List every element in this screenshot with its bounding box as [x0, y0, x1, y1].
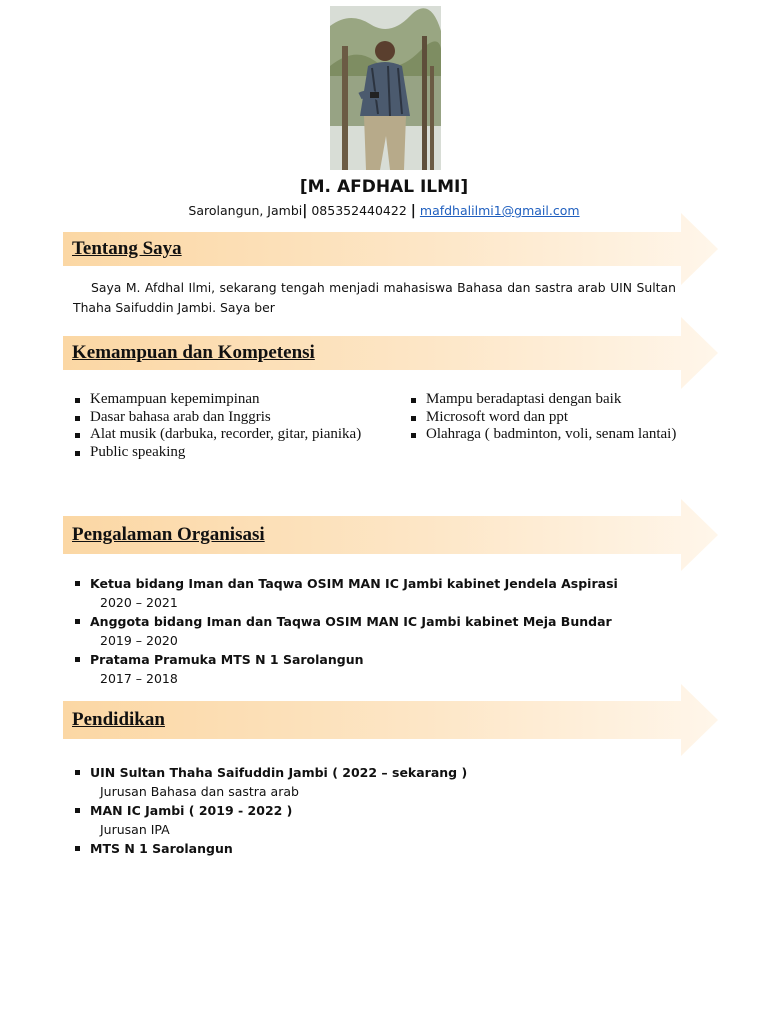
section-header-skills	[63, 317, 718, 389]
candidate-name: [M. AFDHAL ILMI]	[299, 177, 469, 197]
list-item	[73, 612, 693, 650]
list-item	[73, 763, 693, 801]
education-school: MTS N 1 Sarolangun	[90, 841, 233, 856]
section-title-skills: Kemampuan dan Kompetensi	[72, 342, 315, 363]
separator: |	[302, 203, 308, 219]
education-school: UIN Sultan Thaha Saifuddin Jambi ( 2022 – sekarang )	[90, 765, 468, 780]
list-item: Mampu beradaptasi dengan baik	[409, 391, 676, 409]
experience-role: Pratama Pramuka MTS N 1 Sarolangun	[90, 652, 364, 667]
list-item: Alat musik (darbuka, recorder, gitar, pianika)	[73, 426, 361, 444]
experience-period: 2019 – 2020	[100, 633, 178, 648]
list-item: Kemampuan kepemimpinan	[73, 391, 361, 409]
list-item	[73, 839, 693, 858]
section-title-about: Tentang Saya	[72, 238, 182, 259]
experience-role: Ketua bidang Iman dan Taqwa OSIM MAN IC Jambi kabinet Jendela Aspirasi	[90, 576, 618, 591]
section-header-about	[63, 213, 718, 285]
section-title-experience: Pengalaman Organisasi	[72, 524, 265, 545]
list-item	[73, 650, 693, 688]
experience-period: 2020 – 2021	[100, 595, 178, 610]
list-item: Public speaking	[73, 444, 361, 462]
email-link[interactable]: mafdhalilmi1@gmail.com	[419, 203, 580, 218]
list-item	[73, 574, 693, 612]
list-item: Olahraga ( badminton, voli, senam lantai)	[409, 426, 676, 444]
education-major: Jurusan IPA	[100, 822, 170, 837]
experience-role: Anggota bidang Iman dan Taqwa OSIM MAN IC Jambi kabinet Meja Bundar	[90, 614, 612, 629]
skills-list-left	[73, 391, 361, 462]
section-title-education: Pendidikan	[72, 709, 165, 730]
location: Sarolangun, Jambi	[188, 203, 303, 218]
list-item: Dasar bahasa arab dan Inggris	[73, 409, 361, 427]
skills-list-right	[409, 391, 676, 444]
profile-photo	[330, 6, 441, 170]
education-major: Jurusan Bahasa dan sastra arab	[100, 784, 299, 799]
experience-list	[73, 574, 693, 688]
section-header-experience	[63, 499, 718, 571]
education-list	[73, 763, 693, 858]
section-header-education	[63, 684, 718, 756]
about-text: Saya M. Afdhal Ilmi, sekarang tengah menjadi mahasiswa Bahasa dan sastra arab UIN Sultan Thaha Saifuddin Jambi. Saya ber	[73, 280, 676, 315]
separator: |	[410, 203, 416, 219]
experience-period: 2017 – 2018	[100, 671, 178, 686]
phone: 085352440422	[311, 203, 407, 218]
education-school: MAN IC Jambi ( 2019 - 2022 )	[90, 803, 293, 818]
list-item	[73, 801, 693, 839]
list-item: Microsoft word dan ppt	[409, 409, 676, 427]
